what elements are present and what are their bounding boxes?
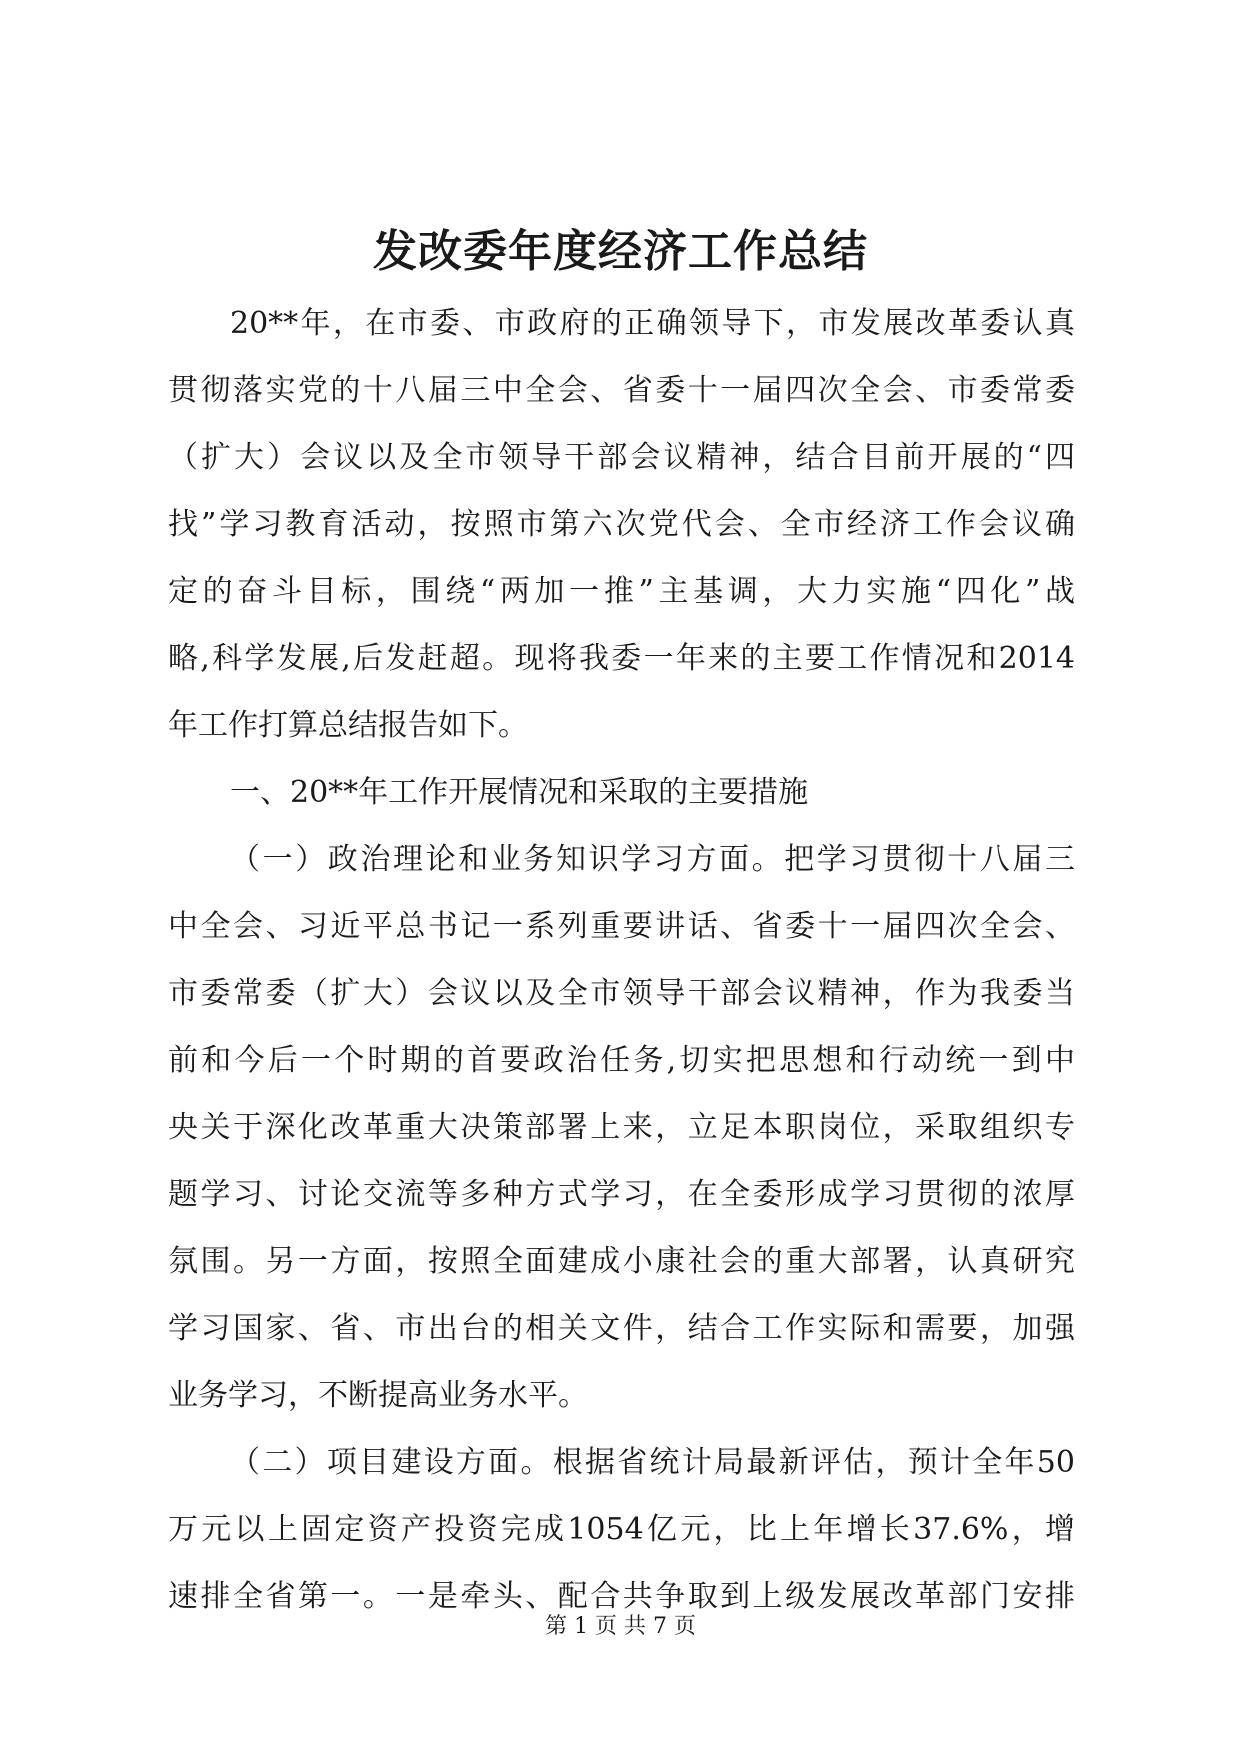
- document-title: 发改委年度经济工作总结: [373, 226, 868, 277]
- text-line: （扩大）会议以及全市领导干部会议精神，结合目前开展的“四: [168, 440, 1075, 475]
- section-heading: 一、20**年工作开展情况和采取的主要措施: [230, 775, 809, 810]
- text-line: 找”学习教育活动，按照市第六次党代会、全市经济工作会议确: [168, 507, 1075, 542]
- text-line: 市委常委（扩大）会议以及全市领导干部会议精神，作为我委当: [168, 976, 1075, 1011]
- page-number-footer: 第 1 页 共 7 页: [545, 1614, 696, 1639]
- text-line: （一）政治理论和业务知识学习方面。把学习贯彻十八届三: [230, 842, 1075, 877]
- text-line: 定的奋斗目标，围绕“两加一推”主基调，大力实施“四化”战: [168, 574, 1075, 609]
- text-line: 前和今后一个时期的首要政治任务,切实把思想和行动统一到中: [168, 1043, 1075, 1078]
- text-line: 万元以上固定资产投资完成1054亿元，比上年增长37.6%，增: [168, 1512, 1075, 1547]
- document-body: [168, 290, 1075, 1630]
- text-line: 20**年，在市委、市政府的正确领导下，市发展改革委认真: [230, 306, 1075, 341]
- text-line: （二）项目建设方面。根据省统计局最新评估，预计全年50: [230, 1445, 1075, 1480]
- text-line: 略,科学发展,后发赶超。现将我委一年来的主要工作情况和2014: [168, 641, 1075, 676]
- text-line: 中全会、习近平总书记一系列重要讲话、省委十一届四次全会、: [168, 909, 1075, 944]
- text-line: 贯彻落实党的十八届三中全会、省委十一届四次全会、市委常委: [168, 373, 1075, 408]
- text-line: 速排全省第一。一是牵头、配合共争取到上级发展改革部门安排: [168, 1579, 1075, 1614]
- text-line: 氛围。另一方面，按照全面建成小康社会的重大部署，认真研究: [168, 1244, 1075, 1279]
- text-line: 题学习、讨论交流等多种方式学习，在全委形成学习贯彻的浓厚: [168, 1177, 1075, 1212]
- text-line: 年工作打算总结报告如下。: [168, 708, 528, 743]
- text-line: 央关于深化改革重大决策部署上来，立足本职岗位，采取组织专: [168, 1110, 1075, 1145]
- text-line: 学习国家、省、市出台的相关文件，结合工作实际和需要，加强: [168, 1311, 1075, 1346]
- text-line: 业务学习，不断提高业务水平。: [168, 1378, 588, 1413]
